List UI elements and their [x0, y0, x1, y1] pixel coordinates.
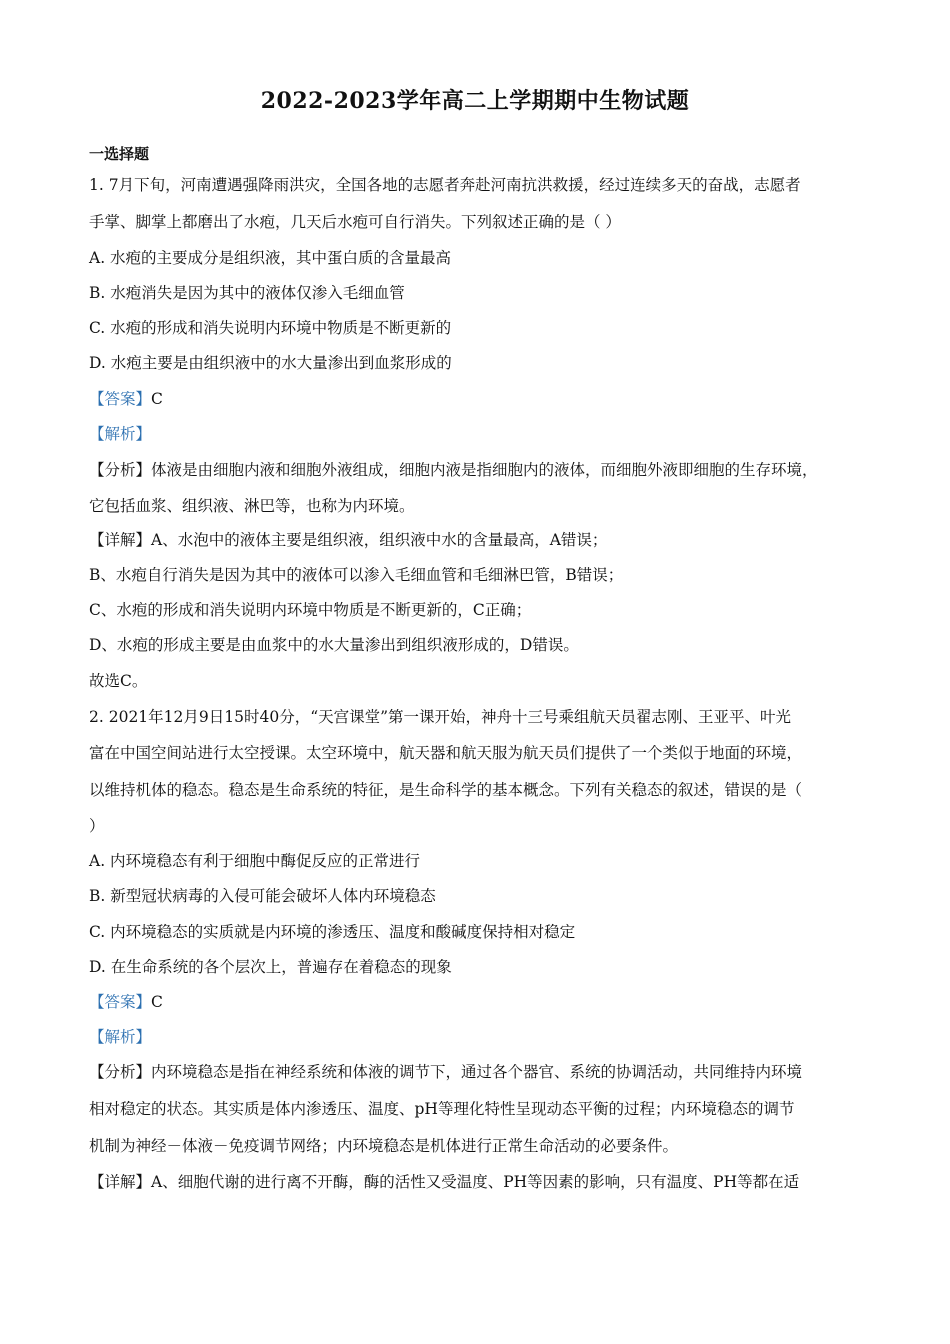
q2-option-c: C. 内环境稳态的实质就是内环境的渗透压、温度和酸碱度保持相对稳定	[89, 923, 576, 941]
page-title: 2022-2023学年高二上学期期中生物试题	[260, 88, 690, 114]
fenxi-text: 内环境稳态是指在神经系统和体液的调节下，通过各个器官、系统的协调活动，共同维持内环境	[151, 1063, 803, 1081]
q1-conclusion: 故选C。	[89, 672, 148, 690]
xiangjie-text: A、水泡中的液体主要是组织液，组织液中水的含量最高，A错误；	[151, 531, 608, 549]
q1-xiangjie-line-3: C、水疱的形成和消失说明内环境中物质是不断更新的，C正确；	[89, 601, 532, 619]
q1-option-d: D. 水疱主要是由组织液中的水大量渗出到血浆形成的	[89, 354, 452, 372]
q2-fenxi-line-3: 机制为神经－体液－免疫调节网络；内环境稳态是机体进行正常生命活动的必要条件。	[89, 1137, 679, 1155]
q2-answer	[89, 992, 163, 1012]
q2-stem-line-4: ）	[89, 817, 105, 835]
q2-option-d: D. 在生命系统的各个层次上，普遍存在着稳态的现象	[89, 958, 452, 976]
q2-option-a: A. 内环境稳态有利于细胞中酶促反应的正常进行	[89, 852, 421, 870]
answer-tag: 【答案】	[89, 390, 152, 408]
q1-xiangjie-line-2: B、水疱自行消失是因为其中的液体可以渗入毛细血管和毛细淋巴管，B错误；	[89, 566, 624, 584]
xiangjie-text: A、细胞代谢的进行离不开酶，酶的活性又受温度、PH等因素的影响，只有温度、PH等都在适	[151, 1173, 800, 1191]
xiangjie-tag: 【详解】	[89, 1173, 152, 1191]
q1-option-b: B. 水疱消失是因为其中的液体仅渗入毛细血管	[89, 284, 405, 302]
q1-analysis-tag	[89, 424, 151, 444]
q2-analysis-tag	[89, 1027, 151, 1047]
q2-stem-line-3: 以维持机体的稳态。稳态是生命系统的特征，是生命科学的基本概念。下列有关稳态的叙述，错误的是（	[89, 781, 803, 799]
q1-answer	[89, 389, 163, 409]
q2-stem-line-1: 2. 2021年12月9日15时40分，“天宫课堂”第一课开始，神舟十三号乘组航天员翟志刚、王亚平、叶光	[89, 708, 792, 726]
answer-value: C	[151, 390, 163, 408]
q1-option-a: A. 水疱的主要成分是组织液，其中蛋白质的含量最高	[89, 249, 452, 267]
fenxi-tag: 【分析】	[89, 461, 152, 479]
q1-option-c: C. 水疱的形成和消失说明内环境中物质是不断更新的	[89, 319, 452, 337]
q1-fenxi-line-2: 它包括血浆、组织液、淋巴等，也称为内环境。	[89, 497, 415, 515]
q2-xiangjie-line-1	[89, 1172, 799, 1192]
q2-option-b: B. 新型冠状病毒的入侵可能会破坏人体内环境稳态	[89, 887, 436, 905]
answer-tag: 【答案】	[89, 993, 152, 1011]
q1-xiangjie-line-1	[89, 530, 607, 550]
section-heading: 一选择题	[89, 145, 150, 163]
answer-value: C	[151, 993, 163, 1011]
q1-stem-line-1: 1. 7月下旬，河南遭遇强降雨洪灾，全国各地的志愿者奔赴河南抗洪救援，经过连续多天的奋战，志愿者	[89, 176, 801, 194]
q1-fenxi-line-1	[89, 460, 818, 480]
q2-stem-line-2: 富在中国空间站进行太空授课。太空环境中，航天器和航天服为航天员们提供了一个类似于地面的环境，	[89, 744, 803, 762]
q1-xiangjie-line-4: D、水疱的形成主要是由血浆中的水大量渗出到组织液形成的，D错误。	[89, 636, 579, 654]
analysis-tag: 【解析】	[89, 1028, 152, 1046]
q2-fenxi-line-2: 相对稳定的状态。其实质是体内渗透压、温度、pH等理化特性呈现动态平衡的过程；内环境稳态的调节	[89, 1100, 795, 1118]
q1-stem-line-2: 手掌、脚掌上都磨出了水疱，几天后水疱可自行消失。下列叙述正确的是（ ）	[89, 213, 621, 231]
fenxi-tag: 【分析】	[89, 1063, 152, 1081]
q2-fenxi-line-1	[89, 1062, 802, 1082]
xiangjie-tag: 【详解】	[89, 531, 152, 549]
analysis-tag: 【解析】	[89, 425, 152, 443]
fenxi-text: 体液是由细胞内液和细胞外液组成，细胞内液是指细胞内的液体，而细胞外液即细胞的生存环境，	[151, 461, 818, 479]
